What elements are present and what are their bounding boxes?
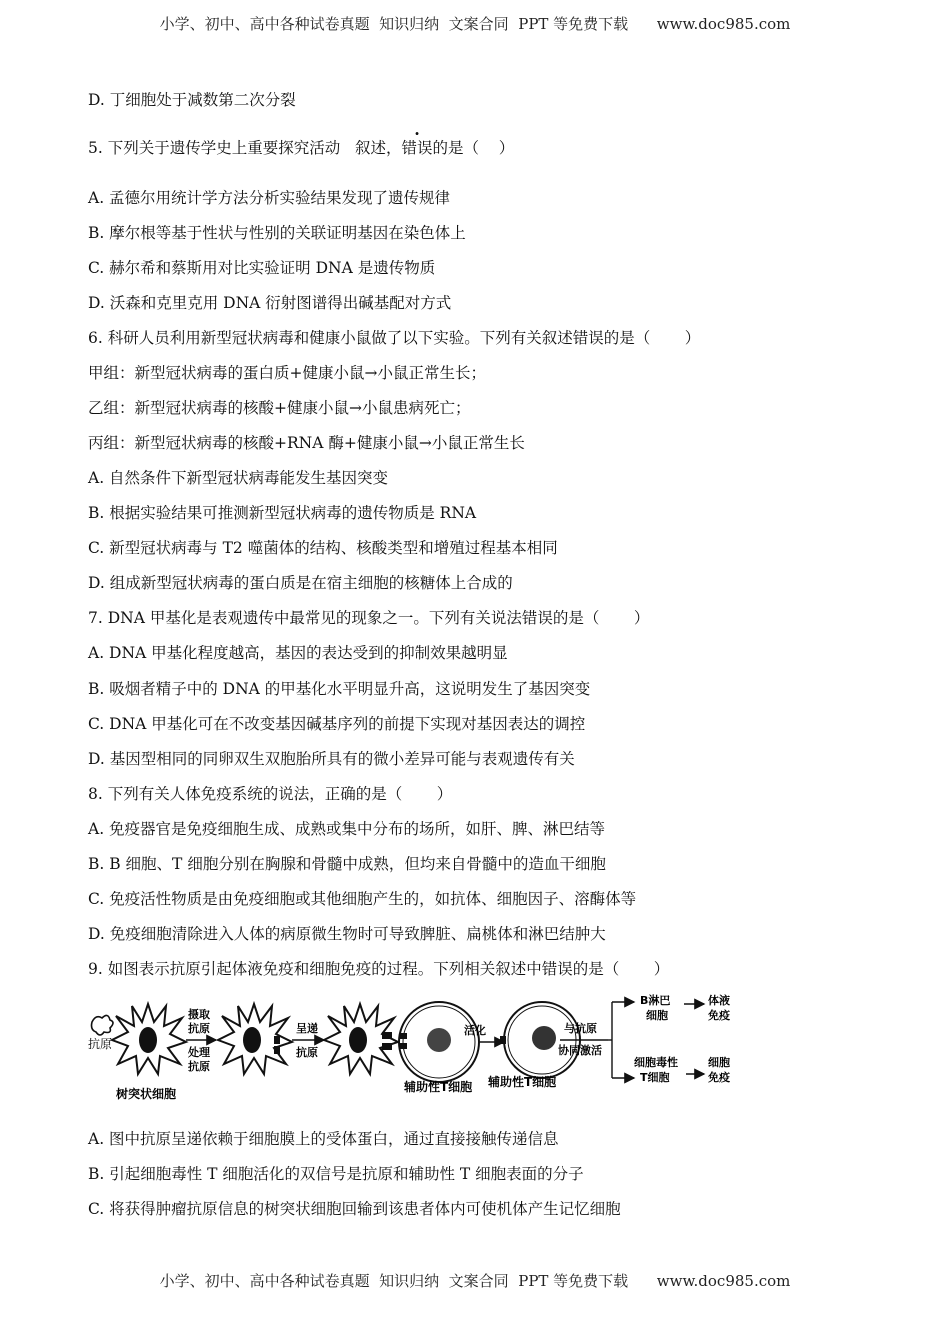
b-cell-label-2: 细胞 [646,1009,668,1022]
activate-label: 活化 [464,1024,486,1037]
q6-option-a: A. 自然条件下新型冠状病毒能发生基因突变 [88,469,389,487]
humoral-label-1: 体液 [708,994,730,1007]
capture-label-2: 抗原 [188,1022,210,1035]
q5-option-c: C. 赫尔希和蔡斯用对比实验证明 DNA 是遗传物质 [88,259,436,277]
q9-option-b: B. 引起细胞毒性 T 细胞活化的双信号是抗原和辅助性 T 细胞表面的分子 [88,1165,584,1183]
helper-t-cell-label-2: 辅助性T细胞 [488,1075,557,1089]
page-header: 小学、初中、高中各种试卷真题 知识归纳 文案合同 PPT 等免费下载 www.doc985.com [159,15,791,33]
q5-stem [88,138,514,158]
dendritic-cell-label: 树突状细胞 [116,1087,177,1101]
process-label-1: 处理 [188,1046,210,1059]
q7-option-c: C. DNA 甲基化可在不改变基因碱基序列的前提下实现对基因表达的调控 [88,715,586,733]
immune-process-diagram [86,990,746,1105]
coactivate-label-2: 协同激活 [558,1044,602,1057]
helper-t-cell-label-1: 辅助性T细胞 [404,1080,473,1094]
q6-group-1: 甲组：新型冠状病毒的蛋白质+健康小鼠→小鼠正常生长； [88,364,486,382]
q4-option-d: D. 丁细胞处于减数第二次分裂 [88,91,296,109]
capture-label-1: 摄取 [188,1008,210,1021]
page-footer: 小学、初中、高中各种试卷真题 知识归纳 文案合同 PPT 等免费下载 www.doc985.com [159,1272,791,1290]
dendritic-cell-icon [112,1004,186,1074]
q5-option-d: D. 沃森和克里克用 DNA 衍射图谱得出碱基配对方式 [88,294,452,312]
q7-option-d: D. 基因型相同的同卵双生双胞胎所具有的微小差异可能与表观遗传有关 [88,750,575,768]
b-cell-label-1: B淋巴 [640,994,671,1007]
q5-stem-part1: 5. 下列关于遗传学史上重要探究活动 叙述， [88,139,402,157]
q8-stem: 8. 下列有关人体免疫系统的说法，正确的是（ ） [88,785,453,803]
q7-stem: 7. DNA 甲基化是表观遗传中最常见的现象之一。下列有关说法错误的是（ ） [88,609,650,627]
coactivate-label-1: 与抗原 [564,1022,597,1035]
q6-option-d: D. 组成新型冠状病毒的蛋白质是在宿主细胞的核糖体上合成的 [88,574,513,592]
q6-option-c: C. 新型冠状病毒与 T2 噬菌体的结构、核酸类型和增殖过程基本相同 [88,539,558,557]
dendritic-cell-icon [324,1004,398,1074]
dendritic-cell-icon [218,1004,292,1074]
antigen-icon [92,1015,114,1035]
q7-option-b: B. 吸烟者精子中的 DNA 的甲基化水平明显升高，这说明发生了基因突变 [88,680,591,698]
q5-stem-part2: 的是（ ） [432,139,515,157]
q6-group-2: 乙组：新型冠状病毒的核酸+健康小鼠→小鼠患病死亡； [88,399,471,417]
present-label-1: 呈递 [296,1022,318,1035]
cellular-label-2: 免疫 [708,1071,730,1084]
q6-stem: 6. 科研人员利用新型冠状病毒和健康小鼠做了以下实验。下列有关叙述错误的是（ ） [88,329,701,347]
q8-option-d: D. 免疫细胞清除进入人体的病原微生物时可导致脾脏、扁桃体和淋巴结肿大 [88,925,606,943]
process-label-2: 抗原 [188,1060,210,1073]
q9-option-c: C. 将获得肿瘤抗原信息的树突状细胞回输到该患者体内可使机体产生记忆细胞 [88,1200,621,1218]
helper-t-cell-icon [399,1002,479,1082]
q9-stem: 9. 如图表示抗原引起体液免疫和细胞免疫的过程。下列相关叙述中错误的是（ ） [88,960,670,978]
q8-option-c: C. 免疫活性物质是由免疫细胞或其他细胞产生的，如抗体、细胞因子、溶酶体等 [88,890,637,908]
q5-option-b: B. 摩尔根等基于性状与性别的关联证明基因在染色体上 [88,224,466,242]
q6-option-b: B. 根据实验结果可推测新型冠状病毒的遗传物质是 RNA [88,504,477,522]
antigen-label: 抗原 [88,1037,113,1051]
q6-group-3: 丙组：新型冠状病毒的核酸+RNA 酶+健康小鼠→小鼠正常生长 [88,434,525,452]
q5-option-a: A. 孟德尔用统计学方法分析实验结果发现了遗传规律 [88,189,451,207]
q5-stem-emphasis: 错误 [401,139,433,157]
q9-option-a: A. 图中抗原呈递依赖于细胞膜上的受体蛋白，通过直接接触传递信息 [88,1130,559,1148]
q7-option-a: A. DNA 甲基化程度越高，基因的表达受到的抑制效果越明显 [88,644,508,662]
humoral-label-2: 免疫 [708,1009,730,1022]
cytotoxic-t-label-2: T细胞 [640,1071,670,1084]
q8-option-a: A. 免疫器官是免疫细胞生成、成熟或集中分布的场所，如肝、脾、淋巴结等 [88,820,606,838]
cellular-label-1: 细胞 [708,1056,730,1069]
present-label-2: 抗原 [296,1046,318,1059]
q8-option-b: B. B 细胞、T 细胞分别在胸腺和骨髓中成熟，但均来自骨髓中的造血干细胞 [88,855,606,873]
cytotoxic-t-label-1: 细胞毒性 [634,1056,678,1069]
